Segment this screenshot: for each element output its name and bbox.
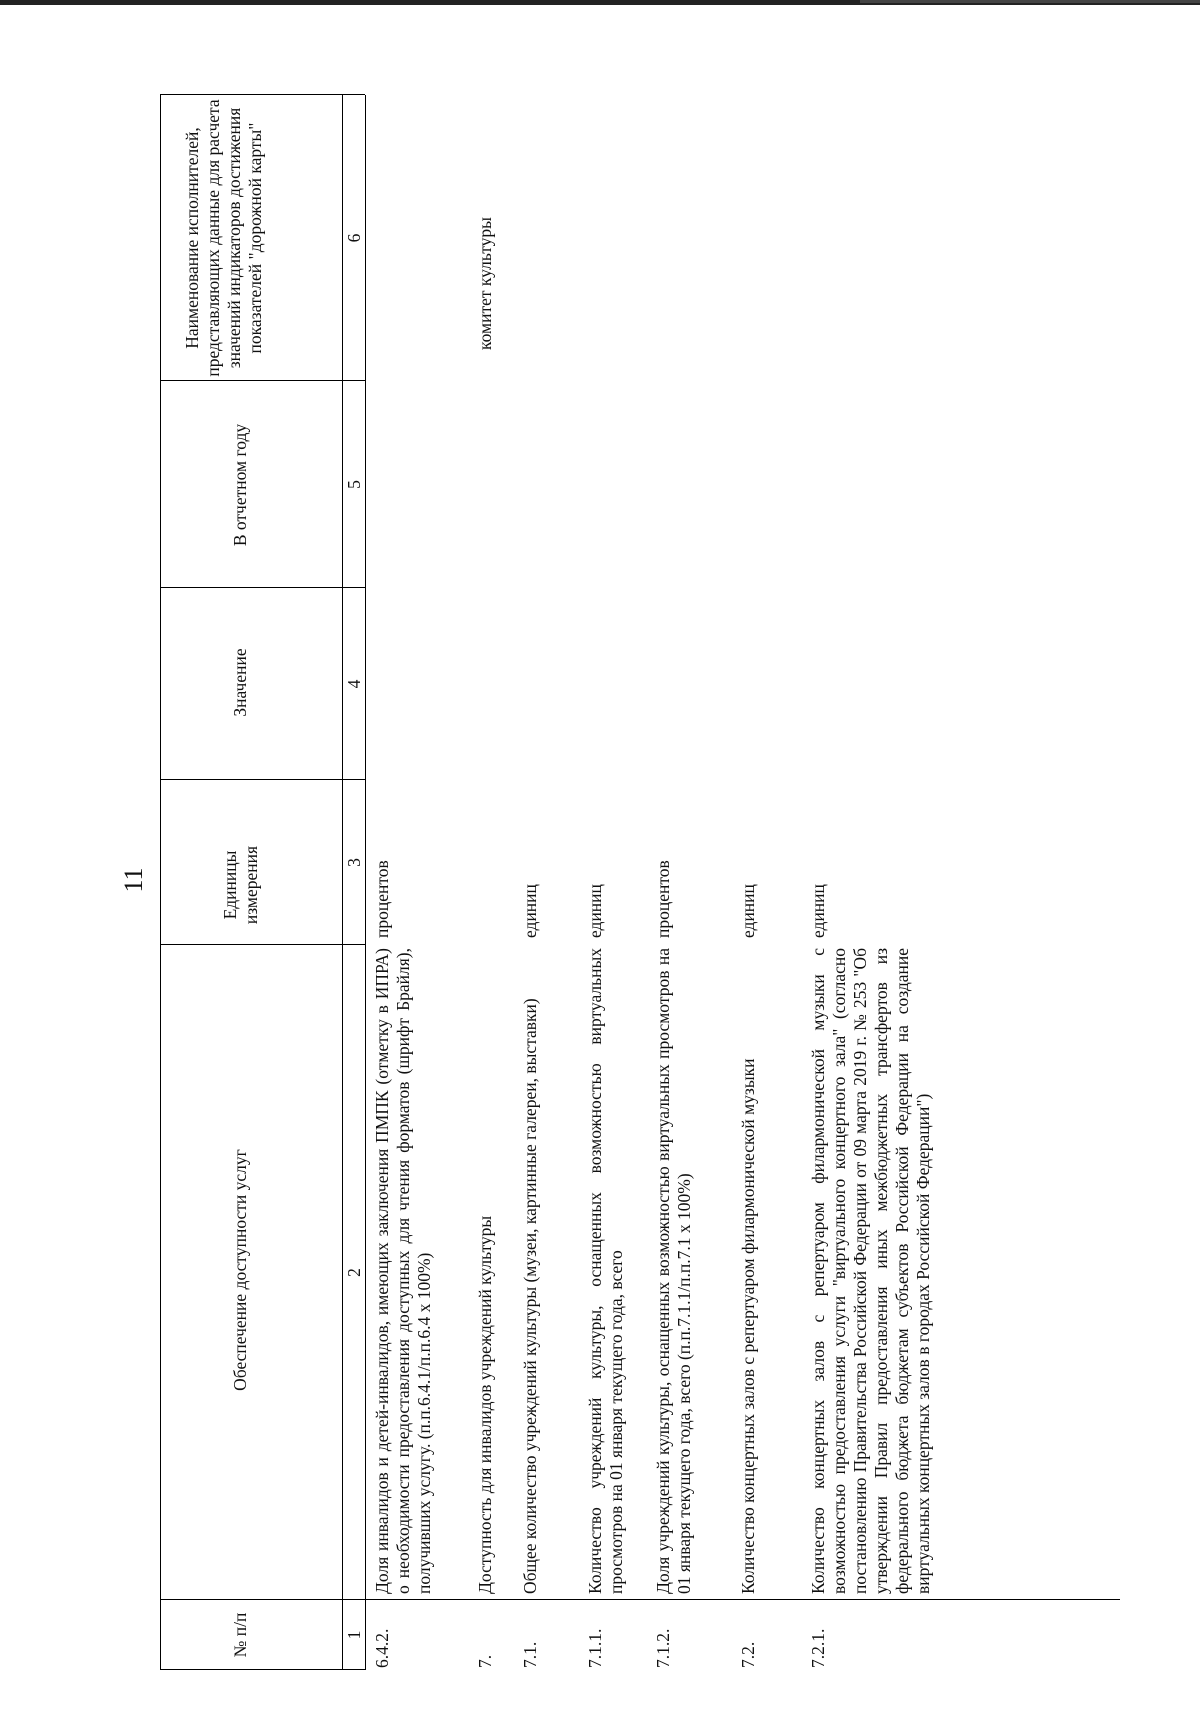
col-divider-2 [160,944,365,945]
row-unit: процентов [653,860,673,938]
index-cell: 6 [344,233,364,243]
header-num: № п/п [230,1612,250,1658]
row-number: 7.1. [520,1641,540,1668]
index-row-line [365,95,366,1670]
header-value: Значение [230,648,250,717]
col-divider-3 [160,779,365,780]
row-text: Доля инвалидов и детей-инвалидов, имеющих заключения ПМПК (отметку в ИПРА) о необходимости предоставления доступных для чтения форматов (шрифт Брайля), получивших услугу. (п.п.6.4.1/п.п.6.4 х 100%) [372,948,434,1594]
row-executor: комитет культуры [475,217,495,350]
header-line [342,95,343,1670]
scan-edge [860,0,1200,3]
row-number: 7.2.1. [808,1628,828,1668]
header-executors: Наименование исполнителей, представляющих данные для расчета значений индикаторов достижения показателей "дорожной карты" [182,99,265,377]
index-cell: 4 [344,679,364,689]
row-text: Доступность для инвалидов учреждений культуры [475,1215,495,1594]
row-unit: единиц [585,884,605,938]
header-service: Обеспечение доступности услуг [230,1149,250,1391]
index-cell: 3 [344,858,364,867]
row-unit: единиц [520,884,540,938]
col-divider-1 [160,1599,1120,1600]
row-text: Общее количество учреждений культуры (музеи, картинные галереи, выставки) [520,998,540,1594]
index-cell: 1 [344,1630,364,1640]
row-text: Доля учреждений культуры, оснащенных возможностью виртуальных просмотров на 01 января текущего года, всего (п.п.7.1.1/п.п.7.1 х 100%) [653,948,694,1594]
row-text: Количество концертных залов с репертуаром филармонической музыки [738,1058,758,1594]
row-number: 7. [475,1654,495,1668]
row-number: 7.1.1. [585,1628,605,1668]
row-unit: единиц [738,884,758,938]
page-number: 11 [119,867,148,893]
table-border-right [160,94,365,95]
row-number: 6.4.2. [372,1628,392,1668]
index-cell: 2 [344,1268,364,1277]
col-divider-4 [160,587,365,588]
header-unit: Единицы измерения [220,845,261,925]
table-border-top [160,95,161,1670]
table-border-left [160,1669,365,1670]
row-text: Количество концертных залов с репертуаром филармонической музыки с возможностью предоставления услуги "виртуального концертного зала" (согласно постановлению Правительства Российской Федерации от 09 марта 2019 г. № 253 "Об утверждении Правил предоставления иных межбюджетных трансфертов из федерального бюджета бюджетам субъектов Российской Федерации на создание виртуальных концертных залов в городах Российской Федерации") [808,948,933,1594]
row-unit: единиц [808,884,828,938]
index-cell: 5 [344,480,364,489]
col-divider-5 [160,380,365,381]
row-number: 7.1.2. [653,1628,673,1668]
row-number: 7.2. [738,1641,758,1668]
row-unit: процентов [372,860,392,938]
rotated-table [160,90,1120,1690]
row-text: Количество учреждений культуры, оснащенных возможностью виртуальных просмотров на 01 января текущего года, всего [585,948,626,1594]
header-report-year: В отчетном году [230,423,250,547]
